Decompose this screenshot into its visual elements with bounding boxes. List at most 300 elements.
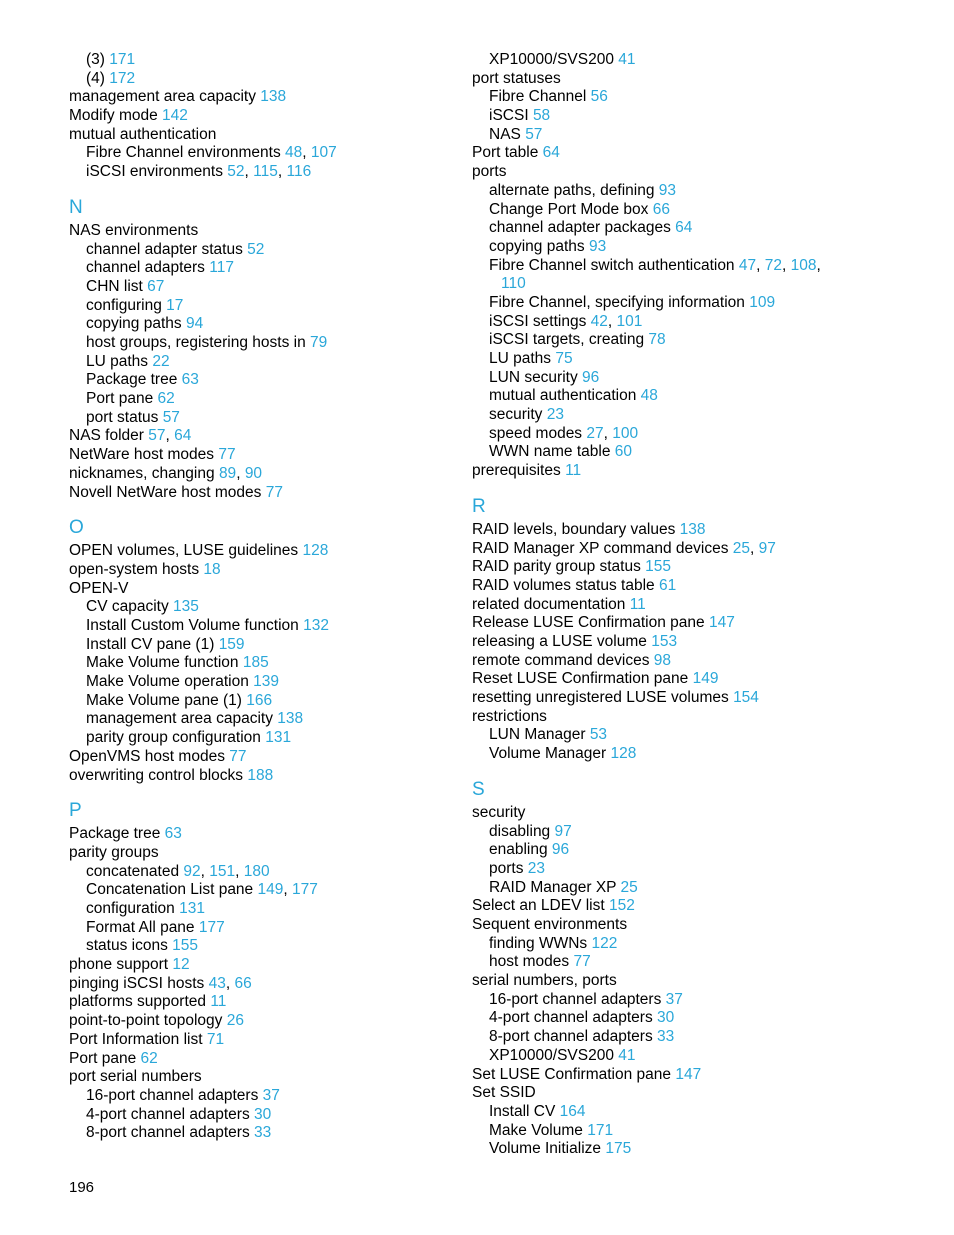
page-link[interactable]: 12 (172, 956, 190, 974)
index-entry: nicknames, changing 89, 90 (69, 464, 263, 482)
index-entry (472, 804, 912, 823)
index-term: WWN name table (489, 443, 611, 461)
index-entry: RAID Manager XP command devices 25, 97 (472, 539, 776, 557)
index-term: Make Volume function (86, 654, 239, 672)
index-entry (69, 222, 469, 241)
page-link[interactable]: 185 (242, 654, 269, 672)
index-term: RAID Manager XP command devices (472, 539, 729, 557)
page-link[interactable]: 25 (620, 878, 638, 896)
page-link[interactable]: 166 (246, 691, 273, 709)
index-term: open-system hosts (69, 560, 200, 578)
index-subentry (69, 617, 469, 636)
index-entry (472, 70, 912, 89)
index-entry (69, 844, 469, 863)
page-link[interactable]: 57 (162, 408, 180, 426)
index-term: status icons (86, 937, 168, 955)
index-subentry: Fibre Channel environments 48, 107 (86, 144, 337, 162)
page-link[interactable]: 89 (218, 464, 237, 482)
index-term: Select an LDEV list (472, 897, 605, 915)
page-link[interactable]: 71 (206, 1030, 225, 1048)
index-term: management area capacity (86, 710, 273, 728)
page-link[interactable]: 62 (157, 390, 175, 408)
index-term: Fibre Channel switch authentication (489, 256, 735, 274)
index-term: iSCSI (489, 107, 529, 125)
index-term: 16-port channel adapters (489, 990, 662, 1008)
index-term: resetting unregistered LUSE volumes (472, 689, 729, 707)
page-link[interactable]: 151 (209, 862, 236, 880)
index-entry (472, 689, 912, 708)
index-term: disabling (489, 822, 551, 840)
index-entry (69, 1012, 469, 1031)
index-term: iSCSI targets, creating (489, 331, 645, 349)
index-subentry (69, 919, 469, 938)
index-term: RAID parity group status (472, 558, 641, 576)
page-link[interactable]: 149 (692, 670, 719, 688)
index-term: 8-port channel adapters (489, 1028, 653, 1046)
index-subentry (472, 51, 912, 70)
index-term: iSCSI environments (86, 163, 223, 181)
page-link[interactable]: 128 (610, 745, 637, 763)
index-subentry (472, 406, 912, 425)
page-link[interactable]: 117 (209, 259, 234, 277)
index-subentry (472, 1047, 912, 1066)
index-subentry: Concatenation List pane 149, 177 (86, 881, 318, 899)
index-entry: NAS folder 57, 64 (69, 427, 192, 445)
index-entry (69, 126, 469, 145)
index-entry (472, 1084, 912, 1103)
index-entry (69, 484, 469, 503)
index-term: configuration (86, 900, 175, 917)
page-link[interactable]: 37 (665, 990, 683, 1008)
index-subentry (472, 860, 912, 879)
index-term: XP10000/SVS200 (489, 51, 614, 68)
index-subentry (472, 935, 912, 954)
index-subentry (69, 1106, 469, 1125)
index-entry (472, 614, 912, 633)
page-link[interactable]: 108 (790, 256, 817, 274)
index-term: Port pane (69, 1049, 137, 1067)
index-subentry (472, 275, 912, 294)
index-entry (472, 916, 912, 935)
page-link[interactable]: 22 (152, 352, 170, 370)
index-term: point-to-point topology (69, 1012, 223, 1030)
index-term: mutual authentication (489, 387, 637, 405)
index-subentry (472, 1122, 912, 1141)
index-subentry (472, 823, 912, 842)
index-term: ports (472, 163, 507, 181)
index-subentry (472, 1009, 912, 1028)
index-term: channel adapter status (86, 240, 243, 258)
index-subentry (472, 1103, 912, 1122)
index-term: copying paths (86, 315, 182, 333)
page-link[interactable]: 48 (640, 387, 658, 405)
index-term: Fibre Channel, specifying information (489, 293, 745, 311)
index-subentry (69, 259, 469, 278)
index-subentry (69, 900, 469, 919)
index-entry (69, 825, 469, 844)
index-subentry (69, 937, 469, 956)
index-column-right (472, 51, 912, 1159)
index-subentry (69, 70, 469, 89)
index-term: security (489, 406, 543, 424)
page-link[interactable]: 37 (262, 1086, 280, 1104)
index-subentry (69, 598, 469, 617)
index-term: channel adapters (86, 259, 205, 277)
page-link[interactable]: 153 (651, 633, 678, 650)
index-term: related documentation (472, 595, 626, 613)
page-link[interactable]: 177 (292, 881, 318, 899)
index-term: (4) (86, 69, 105, 87)
page-link[interactable]: 180 (243, 862, 270, 880)
index-term: platforms supported (69, 993, 206, 1011)
index-subentry (69, 278, 469, 297)
index-term: Make Volume operation (86, 673, 249, 691)
index-term: 4-port channel adapters (489, 1009, 653, 1027)
index-term: OPEN volumes, LUSE guidelines (69, 542, 299, 560)
page-link[interactable]: 90 (244, 464, 263, 482)
page-link[interactable]: 155 (172, 937, 199, 955)
index-subentry (69, 673, 469, 692)
page-link[interactable]: 96 (551, 841, 570, 859)
index-entry (472, 577, 912, 596)
index-subentry (472, 201, 912, 220)
index-term: port serial numbers (69, 1068, 202, 1086)
index-term: Make Volume pane (1) (86, 691, 242, 709)
page-link[interactable]: 42 (590, 312, 608, 330)
index-subentry (472, 745, 912, 764)
page-link[interactable]: 43 (208, 974, 226, 992)
index-term: RAID volumes status table (472, 576, 655, 594)
page-link[interactable]: 93 (658, 181, 677, 199)
index-term: RAID Manager XP (489, 878, 617, 896)
index-term: Fibre Channel (489, 88, 587, 106)
index-entry (472, 521, 912, 540)
page-link[interactable]: 77 (229, 747, 247, 765)
index-term: Concatenation List pane (86, 881, 254, 899)
index-entry (472, 1066, 912, 1085)
page-link[interactable]: 97 (758, 539, 776, 557)
index-column-left (69, 51, 469, 1143)
page-link[interactable]: 25 (732, 539, 751, 557)
page-link[interactable]: 33 (657, 1028, 675, 1046)
page-link[interactable]: 11 (210, 993, 227, 1011)
index-term: CHN list (86, 277, 143, 295)
page-link[interactable]: 100 (612, 424, 639, 442)
page-link[interactable]: 78 (648, 331, 666, 349)
index-subentry (69, 297, 469, 316)
page-link[interactable]: 58 (532, 107, 551, 125)
index-term: concatenated (86, 862, 180, 880)
page-link[interactable]: 172 (109, 69, 136, 87)
index-term: channel adapter packages (489, 219, 671, 237)
page-link[interactable]: 97 (554, 822, 572, 840)
page-link[interactable]: 30 (254, 1105, 272, 1123)
index-entry (69, 767, 469, 786)
page-link[interactable]: 62 (140, 1049, 158, 1067)
page-link[interactable]: 98 (653, 651, 672, 669)
page-link[interactable]: 63 (164, 825, 182, 843)
index-subentry (69, 390, 469, 409)
page-link[interactable]: 23 (546, 406, 564, 424)
page-link[interactable]: 138 (679, 520, 706, 538)
index-term: pinging iSCSI hosts (69, 974, 205, 992)
index-entry (69, 1068, 469, 1087)
page-link[interactable]: 93 (588, 237, 607, 255)
page-link[interactable]: 101 (616, 312, 643, 330)
page-link[interactable]: 23 (527, 859, 546, 877)
index-term: LU paths (86, 352, 149, 370)
page-link[interactable]: 131 (265, 729, 292, 747)
index-term: Sequent environments (472, 916, 628, 933)
index-subentry (472, 369, 912, 388)
page-link[interactable]: 11 (629, 595, 646, 613)
index-subentry (69, 409, 469, 428)
index-entry: pinging iSCSI hosts 43, 66 (69, 974, 252, 992)
index-term: Format All pane (86, 918, 195, 936)
index-term: LU paths (489, 350, 552, 367)
index-term: port statuses (472, 69, 561, 87)
page-link[interactable]: 147 (708, 614, 735, 632)
page-link[interactable]: 96 (582, 368, 600, 386)
page-link[interactable]: 135 (173, 598, 199, 616)
index-subentry (69, 710, 469, 729)
index-term: configuring (86, 296, 162, 314)
index-term: copying paths (489, 237, 585, 255)
page-link[interactable]: 188 (247, 766, 274, 784)
index-subentry (472, 88, 912, 107)
index-term: restrictions (472, 707, 547, 725)
page-link[interactable]: 177 (198, 918, 225, 936)
page-link[interactable]: 75 (555, 350, 573, 367)
page-link[interactable]: 33 (254, 1124, 272, 1142)
page-link[interactable]: 11 (565, 462, 582, 480)
index-term: Make Volume (489, 1121, 583, 1139)
index-term: Reset LUSE Confirmation pane (472, 670, 689, 688)
index-term: speed modes (489, 424, 583, 442)
page-link[interactable]: 27 (586, 424, 604, 442)
index-subentry (472, 841, 912, 860)
index-term: port status (86, 408, 159, 426)
index-term: Install Custom Volume function (86, 617, 299, 634)
index-term: prerequisites (472, 462, 561, 480)
index-term: Volume Initialize (489, 1140, 602, 1158)
page-link[interactable]: 17 (166, 296, 184, 314)
page-link[interactable]: 77 (573, 953, 591, 971)
index-term: Volume Manager (489, 745, 607, 763)
index-term: Modify mode (69, 107, 158, 125)
index-subentry (472, 238, 912, 257)
index-term: enabling (489, 841, 548, 859)
page-link[interactable]: 72 (764, 256, 782, 274)
index-entry (472, 652, 912, 671)
index-subentry (69, 729, 469, 748)
page-link[interactable]: 63 (181, 371, 199, 389)
index-subentry (69, 636, 469, 655)
page-link[interactable]: 116 (286, 163, 312, 181)
page-link[interactable]: 41 (618, 51, 636, 68)
index-term: NAS environments (69, 221, 199, 239)
page-link[interactable]: 138 (260, 88, 287, 106)
index-entry (472, 633, 912, 652)
index-term: LUN security (489, 368, 578, 386)
index-term: security (472, 803, 526, 821)
page-link[interactable]: 18 (203, 560, 221, 578)
index-entry (472, 670, 912, 689)
index-subentry: iSCSI environments 52, 115, 116 (86, 163, 312, 181)
index-term: Install CV pane (1) (86, 635, 215, 653)
index-term: Package tree (69, 825, 161, 843)
index-subentry (472, 726, 912, 745)
page-link[interactable]: 154 (733, 689, 759, 707)
index-entry (472, 897, 912, 916)
index-subentry: speed modes 27, 100 (489, 424, 639, 442)
index-subentry (472, 1140, 912, 1159)
page-link[interactable]: 52 (227, 163, 245, 181)
page-link[interactable]: 152 (609, 897, 635, 915)
page-number: 196 (69, 1179, 95, 1196)
index-subentry (69, 1087, 469, 1106)
page-link[interactable]: 77 (218, 446, 236, 464)
index-entry (472, 596, 912, 615)
index-subentry (69, 334, 469, 353)
page-link[interactable]: 64 (174, 427, 192, 445)
index-term: overwriting control blocks (69, 766, 244, 784)
page-link[interactable]: 109 (749, 293, 776, 311)
index-term: Package tree (86, 371, 178, 389)
page-link[interactable]: 52 (247, 240, 265, 258)
page-link[interactable]: 79 (310, 334, 328, 351)
index-term: LUN Manager (489, 726, 586, 744)
index-letter-heading: N (69, 197, 83, 218)
page-link[interactable]: 138 (277, 710, 304, 728)
index-subentry (472, 387, 912, 406)
index-subentry (69, 692, 469, 711)
page-link[interactable]: 57 (525, 125, 543, 143)
page-link[interactable]: 171 (587, 1121, 614, 1139)
page-link[interactable]: 159 (218, 635, 245, 653)
index-entry (69, 542, 469, 561)
page-link[interactable]: 64 (675, 219, 693, 237)
page-link[interactable]: 107 (310, 144, 337, 162)
index-term: Change Port Mode box (489, 200, 649, 218)
page-link[interactable]: 66 (234, 974, 252, 992)
page-link[interactable]: 171 (109, 51, 136, 68)
index-subentry (472, 219, 912, 238)
index-entry (472, 462, 912, 481)
index-term: phone support (69, 956, 169, 974)
page-link[interactable]: 132 (303, 617, 329, 634)
index-term: RAID levels, boundary values (472, 520, 676, 538)
page-link[interactable]: 66 (652, 200, 670, 218)
page-link[interactable]: 139 (253, 673, 280, 691)
index-entry (69, 748, 469, 767)
index-subentry (69, 241, 469, 260)
page-link[interactable]: 57 (148, 427, 166, 445)
index-subentry (472, 331, 912, 350)
index-term: iSCSI settings (489, 312, 587, 330)
index-subentry (472, 126, 912, 145)
index-term: XP10000/SVS200 (489, 1046, 614, 1064)
index-subentry (472, 350, 912, 369)
index-subentry (472, 991, 912, 1010)
index-term: Novell NetWare host modes (69, 483, 262, 501)
index-term: 16-port channel adapters (86, 1086, 259, 1104)
index-term: host groups, registering hosts in (86, 334, 306, 351)
index-term: OpenVMS host modes (69, 747, 225, 765)
index-subentry: concatenated 92, 151, 180 (86, 862, 270, 880)
index-term: Port table (472, 144, 539, 162)
page-link[interactable]: 56 (590, 88, 608, 106)
index-term: NetWare host modes (69, 446, 215, 464)
index-entry (69, 561, 469, 580)
page-link[interactable]: 26 (226, 1012, 244, 1030)
index-term: NAS folder (69, 427, 144, 445)
page-link[interactable]: 142 (162, 107, 188, 125)
index-subentry (69, 1124, 469, 1143)
index-subentry (472, 294, 912, 313)
page-link[interactable]: 149 (257, 881, 284, 899)
page-link[interactable]: 115 (253, 163, 278, 181)
index-entry (472, 558, 912, 577)
index-term: Release LUSE Confirmation pane (472, 614, 705, 632)
index-entry (69, 580, 469, 599)
index-subentry (472, 443, 912, 462)
index-term: management area capacity (69, 88, 256, 106)
index-subentry: Fibre Channel switch authentication 47, 72, 108, (489, 256, 821, 274)
index-letter-heading: S (472, 779, 485, 800)
index-term: serial numbers, ports (472, 972, 617, 990)
page-link[interactable]: 128 (302, 542, 329, 560)
index-term: OPEN-V (69, 579, 129, 597)
index-entry (69, 993, 469, 1012)
page-link[interactable]: 61 (658, 576, 677, 594)
page-link[interactable]: 147 (675, 1065, 702, 1083)
page-link[interactable]: 110 (501, 275, 526, 293)
index-term: remote command devices (472, 651, 650, 669)
index-entry (69, 88, 469, 107)
page-link[interactable]: 53 (589, 726, 608, 744)
index-letter-heading: R (472, 496, 486, 517)
page-link[interactable]: 94 (185, 315, 204, 333)
index-entry (69, 1031, 469, 1050)
index-term: parity group configuration (86, 729, 261, 747)
index-entry (472, 144, 912, 163)
index-term: Fibre Channel environments (86, 144, 281, 162)
page-link[interactable]: 175 (605, 1140, 632, 1158)
page-link[interactable]: 48 (285, 144, 303, 162)
index-subentry (69, 353, 469, 372)
index-term: 4-port channel adapters (86, 1105, 250, 1123)
page-link[interactable]: 64 (542, 144, 560, 162)
index-subentry (69, 315, 469, 334)
page-link[interactable]: 67 (147, 277, 165, 295)
page-link[interactable]: 131 (179, 900, 205, 917)
page-link[interactable]: 155 (645, 558, 672, 576)
page-link[interactable]: 122 (591, 934, 618, 952)
page-link[interactable]: 77 (265, 483, 283, 501)
page-link[interactable]: 41 (618, 1046, 636, 1064)
index-subentry (69, 654, 469, 673)
page-link[interactable]: 30 (657, 1009, 675, 1027)
page-link[interactable]: 92 (183, 862, 201, 880)
index-entry (472, 972, 912, 991)
page-link[interactable]: 164 (559, 1102, 586, 1120)
page-link[interactable]: 47 (738, 256, 757, 274)
page-link[interactable]: 60 (614, 443, 633, 461)
index-subentry (472, 1028, 912, 1047)
index-term: parity groups (69, 843, 159, 861)
index-term: releasing a LUSE volume (472, 633, 647, 650)
